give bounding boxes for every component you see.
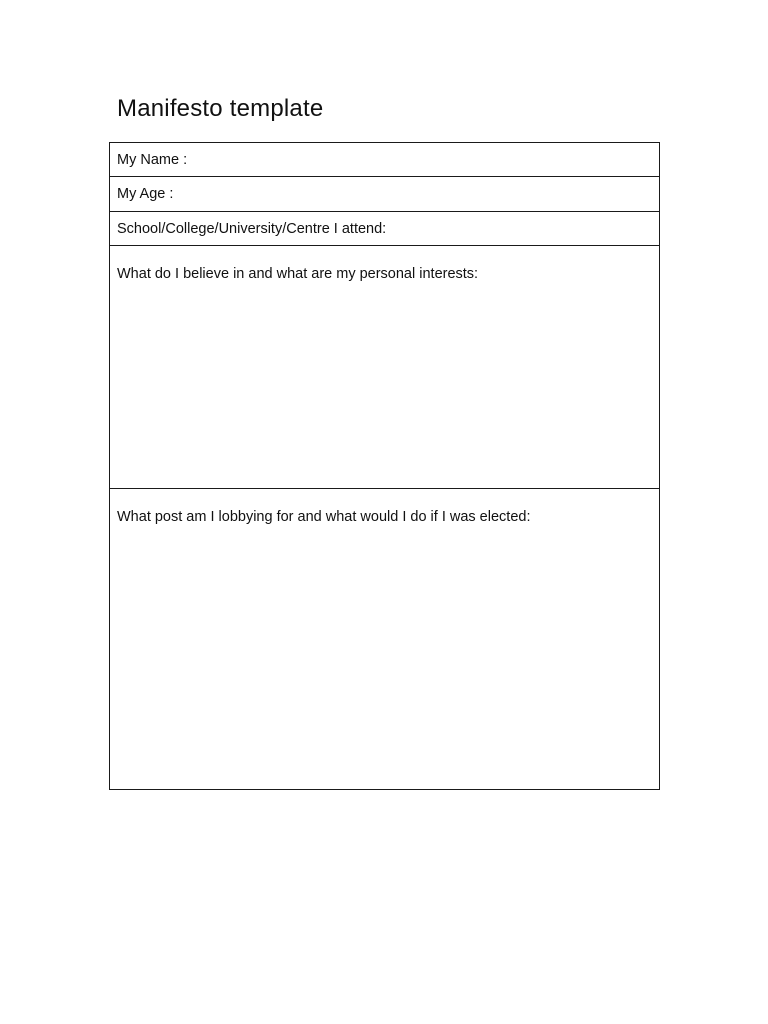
beliefs-answer-area[interactable] <box>116 288 653 482</box>
post-answer-area[interactable] <box>116 531 653 783</box>
post-label: What post am I lobbying for and what would I do if I was elected: <box>117 509 531 525</box>
age-row[interactable] <box>110 177 659 212</box>
name-label: My Name : <box>117 152 188 168</box>
school-label: School/College/University/Centre I attend: <box>117 221 387 237</box>
page-title: Manifesto template <box>117 95 324 122</box>
post-row <box>110 489 659 789</box>
beliefs-label: What do I believe in and what are my personal interests: <box>117 266 479 282</box>
age-label: My Age : <box>117 186 174 202</box>
manifesto-form-table <box>109 142 660 790</box>
name-row[interactable] <box>110 143 659 177</box>
school-row[interactable] <box>110 212 659 246</box>
beliefs-row <box>110 246 659 489</box>
